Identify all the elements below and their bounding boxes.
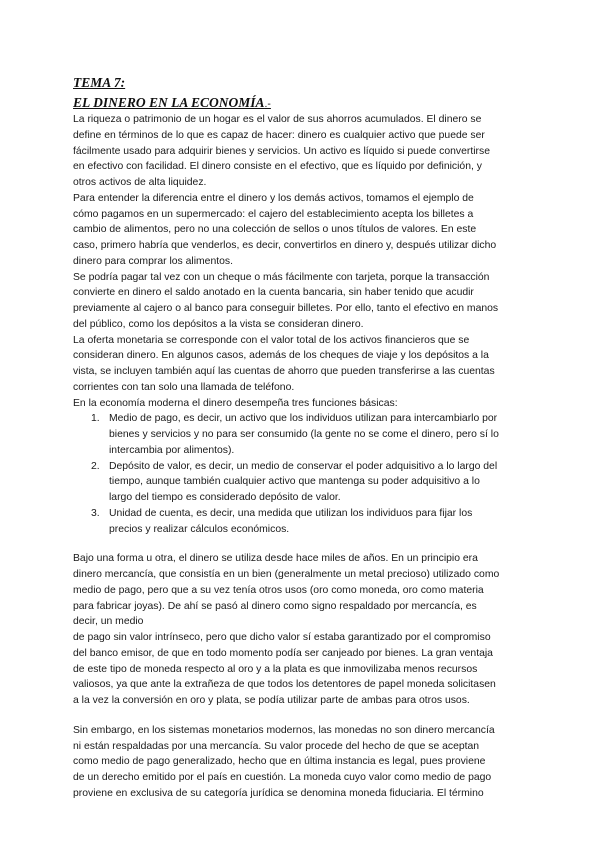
list-number: 3. [91, 507, 100, 519]
paragraph-line: cómo pagamos en un supermercado: el cajero del establecimiento acepta los billetes a [73, 208, 474, 220]
paragraph-line: de este tipo de moneda respecto al oro y a la plata es que inmovilizaba menos recursos [73, 663, 478, 675]
chapter-title-heading [73, 95, 271, 113]
list-item-line: largo del tiempo es considerado depósito de valor. [109, 492, 341, 503]
paragraph-line: dinero mercancía, que consistía en un bien (generalmente un metal precioso) utilizado como [73, 569, 500, 580]
paragraph-line: previamente al cajero o al banco para conseguir billetes. Por ello, tanto el efectivo en manos [73, 303, 499, 314]
list-item-line: intercambia por alimentos). [109, 444, 235, 456]
paragraph-line: Bajo una forma u otra, el dinero se utiliza desde hace miles de años. En un principio era [73, 553, 478, 565]
paragraph-line: cambio de alimentos, pero no una colección de sellos o unos títulos de valores. En este [73, 224, 477, 236]
paragraph-line: a la vez la conversión en oro y plata, se podía utilizar parte de ambas para otros usos. [73, 695, 470, 706]
paragraph-line: corrientes con tan solo una llamada de teléfono. [73, 381, 295, 393]
paragraph-line: Para entender la diferencia entre el dinero y los demás activos, tomamos el ejemplo de [73, 192, 474, 204]
paragraph-line: de pago sin valor intrínseco, pero que dicho valor sí estaba garantizado por el compromiso [73, 632, 491, 643]
list-item-line: tiempo, aunque también cualquier activo que mantenga su poder adquisitivo a lo [109, 476, 480, 488]
paragraph-line: convierte en dinero el saldo anotado en la cuenta bancaria, sin haber tenido que acudir [73, 287, 474, 299]
paragraph-line: Se podría pagar tal vez con un cheque o más fácilmente con tarjeta, porque la transacción [73, 271, 490, 283]
paragraph-line: como medio de pago generalizado, hecho que en última instancia es legal, pues proviene [73, 756, 486, 768]
paragraph-line: del público, como los depósitos a la vista se consideran dinero. [73, 318, 364, 330]
list-item-line: Medio de pago, es decir, un activo que los individuos utilizan para intercambiarlo por [109, 413, 498, 425]
paragraph-line: dinero para comprar los alimentos. [73, 255, 233, 267]
list-item-line: bienes y servicios y no para ser consumido (la gente no se come el dinero, pero sí lo [109, 429, 499, 440]
paragraph-line: En la economía moderna el dinero desempeña tres funciones básicas: [73, 397, 398, 409]
list-item-line: Unidad de cuenta, es decir, una medida que utilizan los individuos para fijar los [109, 507, 473, 519]
chapter-title-text: EL DINERO EN LA ECONOMÍA [73, 95, 265, 110]
list-number: 1. [91, 413, 100, 425]
paragraph-line: valiosos, ya que ante la extrañeza de que todos los detentores de papel moneda solicitasen [73, 679, 496, 691]
paragraph-line: proviene en exclusiva de su categoría jurídica se denomina moneda fiduciaria. El término [73, 787, 484, 799]
paragraph-line: Sin embargo, en los sistemas monetarios modernos, las monedas no son dinero mercancía [73, 724, 495, 736]
paragraph-line: en efectivo con facilidad. El dinero consiste en el efectivo, que es líquido por definición, y [73, 161, 482, 173]
paragraph-line: medio de pago, pero que a su vez tenía otros usos (oro como moneda, oro como materia [73, 584, 484, 596]
paragraph-line: La riqueza o patrimonio de un hogar es el valor de sus ahorros acumulados. El dinero se [73, 114, 482, 125]
paragraph-line: La oferta monetaria se corresponde con el valor total de los activos financieros que se [73, 334, 470, 346]
paragraph-line: consideran dinero. En algunos casos, además de los cheques de viaje y los depósitos a la [73, 350, 489, 362]
paragraph-line: del banco emisor, de que en todo momento podía ser canjeado por bienes. La gran ventaja [73, 647, 493, 659]
paragraph-line: decir, un medio [73, 616, 144, 628]
chapter-number-heading: TEMA 7: [73, 75, 126, 90]
list-item-line: Depósito de valor, es decir, un medio de conservar el poder adquisitivo a lo largo del [109, 460, 498, 472]
list-number: 2. [91, 460, 100, 472]
paragraph-line: define en términos de lo que es capaz de hacer: dinero es cualquier activo que puede ser [73, 129, 485, 141]
paragraph-line: de un derecho emitido por el país en cuestión. La moneda cuyo valor como medio de pago [73, 772, 492, 783]
paragraph-line: para fabricar joyas). De ahí se pasó al dinero como signo respaldado por mercancía, es [73, 600, 477, 612]
paragraph-line: vista, se incluyen también aquí las cuentas de ahorro que pueden transferirse a las cuentas [73, 366, 495, 377]
list-item-line: precios y realizar cálculos económicos. [109, 523, 290, 535]
paragraph-line: caso, primero habría que venderlos, es decir, convertirlos en dinero y, después utilizar dicho [73, 240, 497, 251]
chapter-title-suffix: .- [264, 99, 271, 110]
paragraph-line: otros activos de alta liquidez. [73, 177, 207, 188]
paragraph-line: fácilmente usado para adquirir bienes y servicios. Un activo es líquido si puede convertirse [73, 145, 490, 157]
paragraph-line: ni están respaldadas por una mercancía. Su valor procede del hecho de que se aceptan [73, 740, 480, 752]
